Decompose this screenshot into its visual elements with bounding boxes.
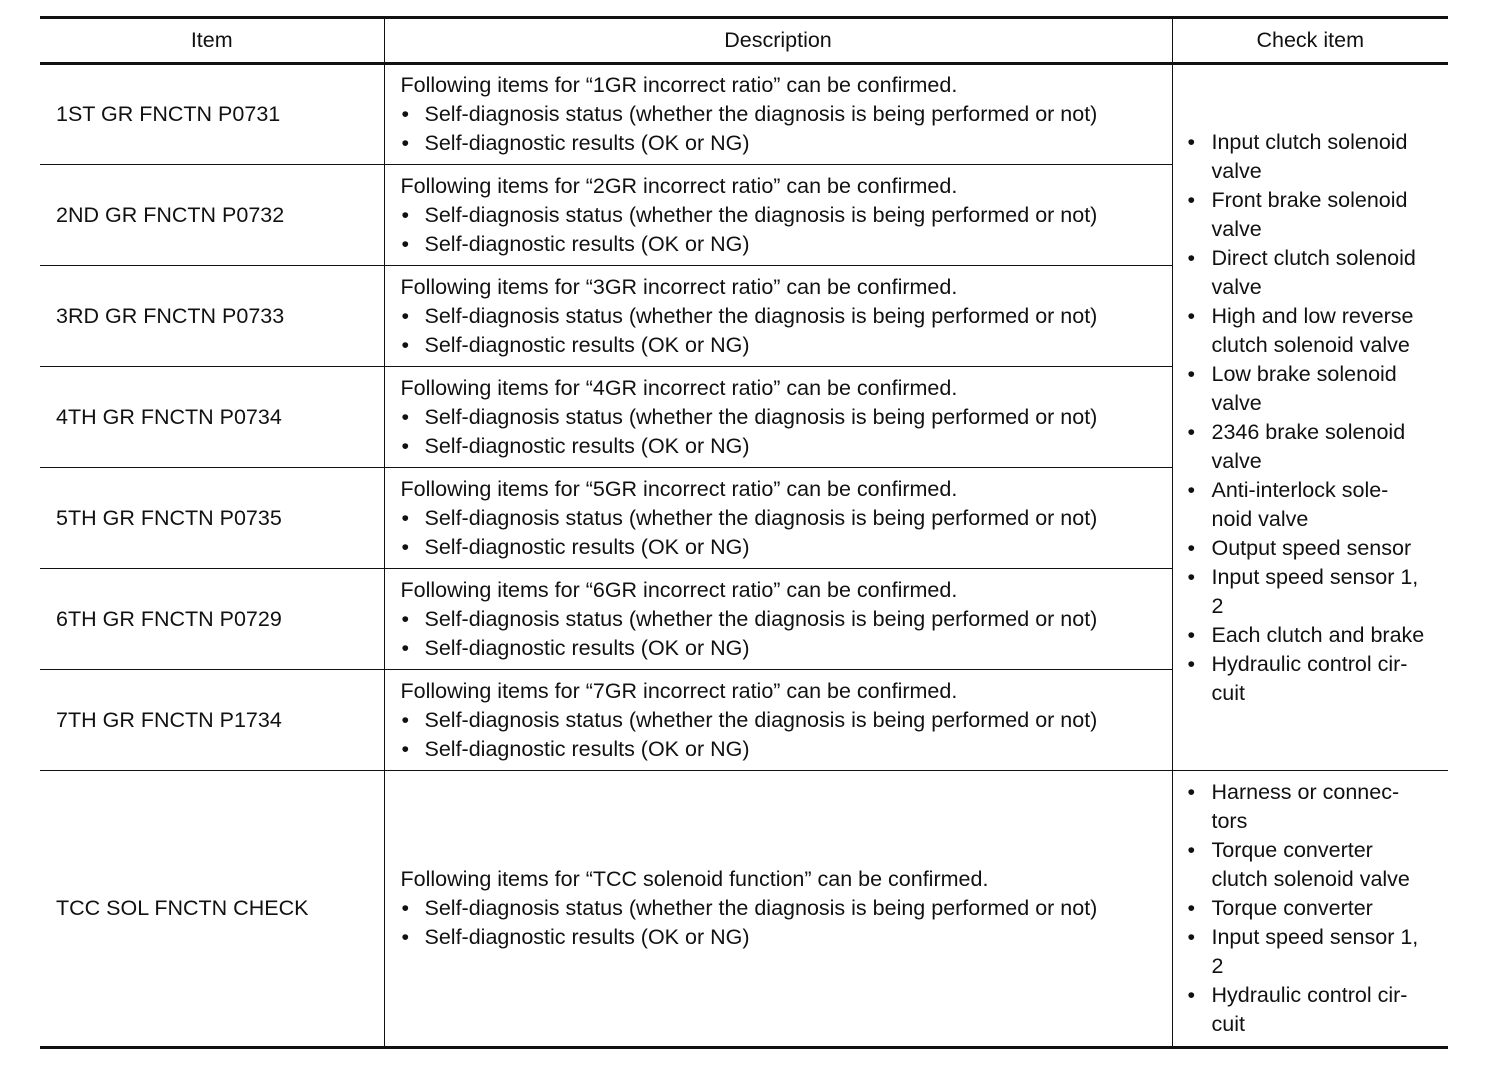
list-item: • Self-diagnostic results (OK or NG) xyxy=(401,432,1164,461)
list-item: • Self-diagnosis status (whether the diagnosis is being performed or not) xyxy=(401,201,1164,230)
item-cell: 4TH GR FNCTN P0734 xyxy=(40,367,384,468)
item-cell: 5TH GR FNCTN P0735 xyxy=(40,468,384,569)
list-item: • Input speed sensor 1, 2 xyxy=(1187,564,1419,618)
list-item: • Hydraulic control cir- cuit xyxy=(1187,651,1408,705)
bullet-icon: • xyxy=(401,505,410,530)
bullet-icon: • xyxy=(1187,925,1196,949)
list-item: • Self-diagnostic results (OK or NG) xyxy=(401,331,1164,360)
bullet-icon: • xyxy=(1187,622,1196,647)
bullet-icon: • xyxy=(1187,129,1196,154)
check-item-cell xyxy=(1172,64,1448,771)
diagnosis-table xyxy=(40,16,1448,1049)
description-text: Following items for “TCC solenoid function” can be confirmed. xyxy=(400,867,989,891)
description-bullets xyxy=(401,605,1164,663)
item-cell: 2ND GR FNCTN P0732 xyxy=(40,165,384,266)
description-bullets xyxy=(401,302,1164,360)
check-item-list xyxy=(1187,778,1443,1039)
list-item: • Torque converter xyxy=(1187,894,1443,923)
description-text: Following items for “5GR incorrect ratio” can be confirmed. xyxy=(400,476,958,501)
list-item: • Hydraulic control cir- cuit xyxy=(1187,983,1408,1036)
bullet-icon: • xyxy=(1187,361,1196,386)
description-cell xyxy=(384,670,1172,771)
description-text: Following items for “1GR incorrect ratio” can be confirmed. xyxy=(400,73,958,97)
list-item: • Self-diagnosis status (whether the diagnosis is being performed or not) xyxy=(401,706,1164,735)
bullet-icon: • xyxy=(401,404,410,429)
item-cell: 1ST GR FNCTN P0731 xyxy=(40,64,384,165)
bullet-icon: • xyxy=(401,534,410,559)
item-cell: 3RD GR FNCTN P0733 xyxy=(40,266,384,367)
bullet-icon: • xyxy=(401,102,410,126)
description-cell xyxy=(384,266,1172,367)
bullet-icon: • xyxy=(401,131,410,155)
description-bullets xyxy=(401,504,1164,562)
check-item-cell xyxy=(1172,771,1448,1048)
bullet-icon: • xyxy=(1187,838,1196,862)
description-cell xyxy=(384,569,1172,670)
bullet-icon: • xyxy=(1187,419,1196,444)
description-cell xyxy=(384,771,1172,1048)
bullet-icon: • xyxy=(401,736,410,761)
list-item: • Self-diagnosis status (whether the diagnosis is being performed or not) xyxy=(401,894,1164,923)
list-item: • Output speed sensor xyxy=(1187,534,1443,563)
bullet-icon: • xyxy=(1187,896,1196,920)
bullet-icon: • xyxy=(1187,245,1196,270)
list-item: • Anti-interlock sole- noid valve xyxy=(1187,477,1389,531)
description-text: Following items for “7GR incorrect ratio” can be confirmed. xyxy=(400,678,958,703)
table-row xyxy=(40,64,1448,165)
description-text: Following items for “3GR incorrect ratio” can be confirmed. xyxy=(400,274,958,299)
bullet-icon: • xyxy=(1187,187,1196,212)
description-cell xyxy=(384,367,1172,468)
description-cell xyxy=(384,468,1172,569)
bullet-icon: • xyxy=(1187,535,1196,560)
bullet-icon: • xyxy=(401,433,410,458)
bullet-icon: • xyxy=(401,896,410,920)
list-item: • Self-diagnostic results (OK or NG) xyxy=(401,634,1164,663)
list-item: • Self-diagnostic results (OK or NG) xyxy=(401,230,1164,259)
list-item: • 2346 brake solenoid valve xyxy=(1187,419,1406,473)
header-item: Item xyxy=(40,18,384,64)
header-check-item: Check item xyxy=(1172,18,1448,64)
list-item: • Self-diagnosis status (whether the diagnosis is being performed or not) xyxy=(401,403,1164,432)
header-description: Description xyxy=(384,18,1172,64)
bullet-icon: • xyxy=(401,202,410,227)
description-cell xyxy=(384,165,1172,266)
bullet-icon: • xyxy=(401,707,410,732)
bullet-icon: • xyxy=(1187,780,1196,804)
bullet-icon: • xyxy=(1187,983,1196,1007)
list-item: • Front brake solenoid valve xyxy=(1187,187,1408,241)
description-bullets xyxy=(401,201,1164,259)
bullet-icon: • xyxy=(401,635,410,660)
description-bullets xyxy=(401,706,1164,764)
list-item: • Torque converter clutch solenoid valve xyxy=(1187,838,1410,891)
bullet-icon: • xyxy=(1187,477,1196,502)
list-item: • Self-diagnostic results (OK or NG) xyxy=(401,533,1164,562)
bullet-icon: • xyxy=(401,303,410,328)
check-item-list xyxy=(1187,128,1443,708)
description-cell xyxy=(384,64,1172,165)
list-item: • High and low reverse clutch solenoid valve xyxy=(1187,303,1414,357)
list-item: • Direct clutch solenoid valve xyxy=(1187,245,1416,299)
description-text: Following items for “6GR incorrect ratio” can be confirmed. xyxy=(400,577,958,602)
list-item: • Input speed sensor 1, 2 xyxy=(1187,925,1419,978)
list-item: • Low brake solenoid valve xyxy=(1187,361,1397,415)
list-item: • Self-diagnostic results (OK or NG) xyxy=(401,735,1164,764)
description-bullets xyxy=(401,100,1164,158)
list-item: • Self-diagnosis status (whether the diagnosis is being performed or not) xyxy=(401,605,1164,634)
list-item: • Self-diagnostic results (OK or NG) xyxy=(401,129,1164,158)
item-cell: 7TH GR FNCTN P1734 xyxy=(40,670,384,771)
list-item: • Self-diagnosis status (whether the diagnosis is being performed or not) xyxy=(401,100,1164,129)
list-item: • Self-diagnosis status (whether the diagnosis is being performed or not) xyxy=(401,504,1164,533)
description-bullets xyxy=(401,403,1164,461)
bullet-icon: • xyxy=(1187,564,1196,589)
description-bullets xyxy=(401,894,1164,952)
bullet-icon: • xyxy=(401,231,410,256)
bullet-icon: • xyxy=(401,606,410,631)
list-item: • Input clutch solenoid valve xyxy=(1187,129,1408,183)
bullet-icon: • xyxy=(401,925,410,949)
list-item: • Harness or connec- tors xyxy=(1187,780,1400,833)
bullet-icon: • xyxy=(401,332,410,357)
list-item: • Self-diagnosis status (whether the diagnosis is being performed or not) xyxy=(401,302,1164,331)
list-item: • Each clutch and brake xyxy=(1187,621,1443,650)
header-row xyxy=(40,18,1448,64)
table-row xyxy=(40,771,1448,1048)
description-text: Following items for “4GR incorrect ratio” can be confirmed. xyxy=(400,375,958,400)
description-text: Following items for “2GR incorrect ratio” can be confirmed. xyxy=(400,173,958,198)
item-cell: 6TH GR FNCTN P0729 xyxy=(40,569,384,670)
bullet-icon: • xyxy=(1187,303,1196,328)
bullet-icon: • xyxy=(1187,651,1196,676)
item-cell: TCC SOL FNCTN CHECK xyxy=(40,771,384,1048)
list-item: • Self-diagnostic results (OK or NG) xyxy=(401,923,1164,952)
